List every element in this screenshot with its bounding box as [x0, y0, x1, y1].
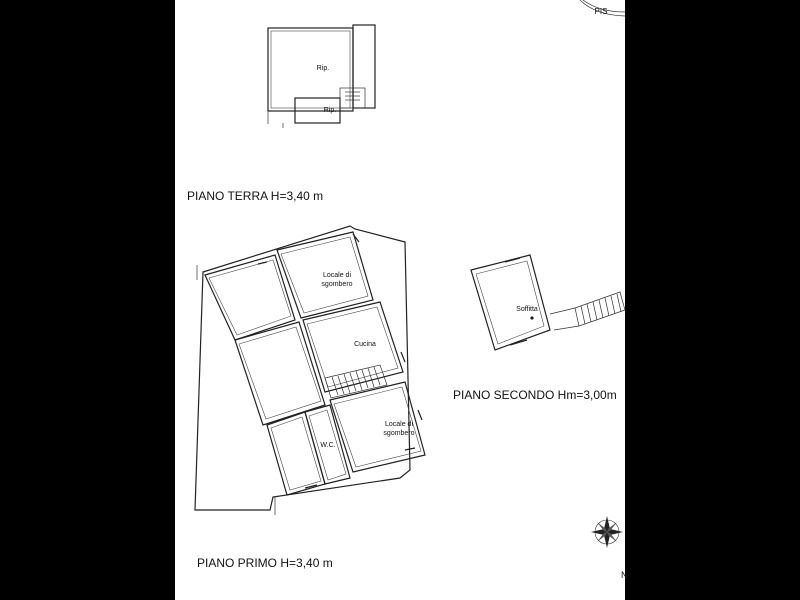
room-label-rip-upper: Rip.: [316, 65, 330, 72]
piano-primo-plan: [195, 226, 425, 515]
floor-plan-sheet: [175, 0, 628, 600]
floor-title-terra: PIANO TERRA H=3,40 m: [187, 189, 324, 203]
room-label-sgombero-bottom-1: Locale di: [384, 421, 414, 428]
room-label-sgombero-top-1: Locale di: [322, 272, 352, 279]
room-label-sgombero-bottom-2: sgombero: [383, 430, 415, 437]
compass-rose-icon: [591, 516, 623, 548]
stamp-arc: [580, 0, 625, 16]
stamp-text: PIS: [594, 7, 608, 16]
piano-terra-plan: [268, 25, 375, 128]
room-label-cucina: Cucina: [354, 341, 376, 348]
room-label-wc: W.C.: [320, 442, 336, 449]
compass-north-letter: N: [621, 570, 628, 580]
floor-title-secondo: PIANO SECONDO Hm=3,00m: [453, 388, 617, 402]
room-label-sgombero-top-2: sgombero: [321, 281, 353, 288]
piano-secondo-plan: [471, 255, 625, 350]
floor-title-primo: PIANO PRIMO H=3,40 m: [197, 556, 333, 570]
room-label-rip-lower: Rip.: [323, 107, 337, 114]
floor-plan-drawing: [175, 0, 628, 600]
staircase-secondo: [550, 292, 625, 330]
room-label-soffitta: Soffitta: [516, 306, 538, 313]
